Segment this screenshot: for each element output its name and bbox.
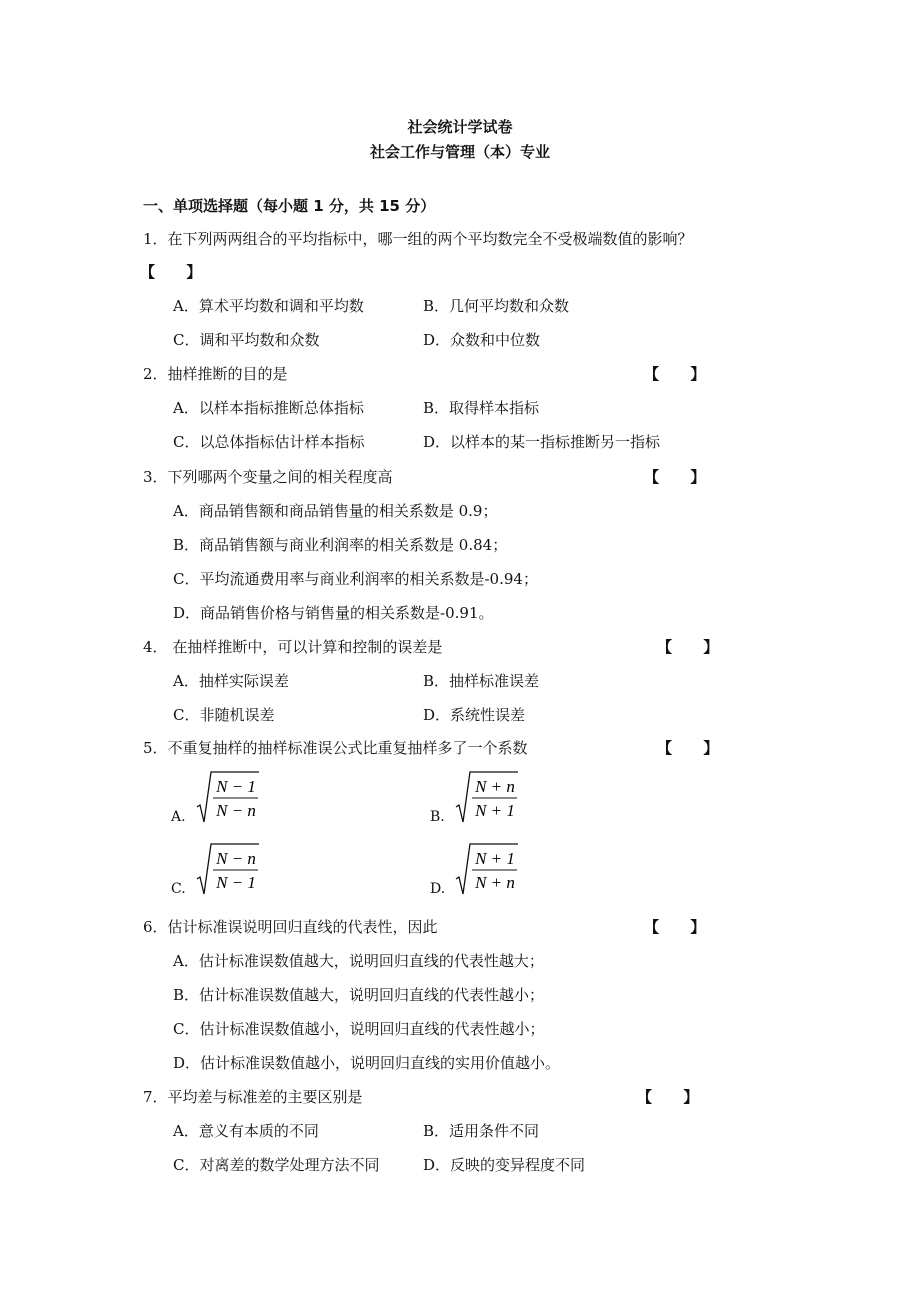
question-number: 3． — [143, 468, 168, 486]
answer-bracket: 【 】 — [657, 739, 719, 757]
option-c: C．平均流通费用率与商业利润率的相关系数是-0.94； — [173, 570, 538, 588]
option-c: C．以总体指标估计样本指标 — [173, 433, 365, 451]
question-number: 7． — [143, 1088, 168, 1106]
option-a: A．算术平均数和调和平均数 — [173, 297, 364, 315]
question-4 — [143, 637, 442, 657]
answer-bracket: 【 】 — [657, 638, 719, 656]
option-d: D．商品销售价格与销售量的相关系数是-0.91。 — [173, 604, 494, 622]
exam-subtitle: 社会工作与管理（本）专业 — [369, 143, 550, 161]
question-1 — [143, 229, 693, 249]
question-2 — [143, 364, 288, 384]
option-b: B．商品销售额与商业利润率的相关系数是 0.84； — [173, 536, 508, 554]
question-number: 5． — [143, 739, 168, 757]
formula-option-b-label: B. — [430, 809, 445, 825]
option-d: D．系统性误差 — [423, 706, 526, 724]
option-d: D．以样本的某一指标推断另一指标 — [423, 433, 661, 451]
fraction-denominator: N + n — [475, 873, 515, 892]
answer-bracket: 【 】 — [637, 1088, 699, 1106]
question-text: 不重复抽样的抽样标准误公式比重复抽样多了一个系数 — [167, 739, 528, 757]
question-number: 1． — [143, 230, 168, 248]
answer-bracket: 【 】 — [140, 263, 202, 281]
option-c: C．对离差的数学处理方法不同 — [173, 1156, 380, 1174]
formula-option-c — [196, 842, 260, 898]
question-text: 在下列两两组合的平均指标中，哪一组的两个平均数完全不受极端数值的影响？ — [167, 230, 693, 248]
fraction-numerator: N + n — [475, 777, 515, 796]
answer-bracket: 【 】 — [644, 365, 706, 383]
option-a: A．以样本指标推断总体指标 — [173, 399, 364, 417]
section-title: 一、单项选择题（每小题 1 分，共 15 分） — [143, 197, 436, 215]
question-text: 在抽样推断中，可以计算和控制的误差是 — [167, 638, 443, 656]
option-b: B．几何平均数和众数 — [423, 297, 570, 315]
fraction-numerator: N − n — [216, 849, 256, 868]
option-b: B．取得样本指标 — [423, 399, 540, 417]
fraction-denominator: N − n — [216, 801, 256, 820]
formula-option-d — [455, 842, 519, 898]
fraction-denominator: N + 1 — [475, 801, 515, 820]
option-b: B．估计标准误数值越大，说明回归直线的代表性越小； — [173, 986, 545, 1004]
option-d: D．众数和中位数 — [423, 331, 541, 349]
question-6 — [143, 917, 438, 937]
question-5 — [143, 738, 528, 758]
question-number: 6． — [143, 918, 168, 936]
question-3 — [143, 467, 393, 487]
option-a: A．抽样实际误差 — [173, 672, 289, 690]
question-7 — [143, 1087, 363, 1107]
option-a: A．意义有本质的不同 — [173, 1122, 319, 1140]
formula-option-a-label: A. — [171, 809, 186, 825]
option-b: B．适用条件不同 — [423, 1122, 540, 1140]
fraction-numerator: N + 1 — [475, 849, 515, 868]
formula-option-a — [196, 770, 260, 826]
option-b: B．抽样标准误差 — [423, 672, 540, 690]
option-c: C．非随机误差 — [173, 706, 275, 724]
option-c: C．估计标准误数值越小，说明回归直线的代表性越小； — [173, 1020, 545, 1038]
option-d: D．估计标准误数值越小，说明回归直线的实用价值越小。 — [173, 1054, 561, 1072]
formula-option-d-label: D. — [430, 881, 446, 897]
fraction-denominator: N − 1 — [216, 873, 256, 892]
question-text: 估计标准误说明回归直线的代表性，因此 — [167, 918, 438, 936]
answer-bracket: 【 】 — [644, 918, 706, 936]
question-number: 4． — [143, 638, 168, 656]
question-number: 2． — [143, 365, 168, 383]
formula-option-b — [455, 770, 519, 826]
formula-option-c-label: C. — [171, 881, 186, 897]
question-text: 下列哪两个变量之间的相关程度高 — [167, 468, 393, 486]
answer-bracket: 【 】 — [644, 468, 706, 486]
exam-title: 社会统计学试卷 — [407, 118, 513, 136]
option-a: A．商品销售额和商品销售量的相关系数是 0.9； — [173, 502, 498, 520]
fraction-numerator: N − 1 — [216, 777, 256, 796]
question-text: 平均差与标准差的主要区别是 — [167, 1088, 363, 1106]
option-c: C．调和平均数和众数 — [173, 331, 320, 349]
option-a: A．估计标准误数值越大，说明回归直线的代表性越大； — [173, 952, 544, 970]
question-text: 抽样推断的目的是 — [167, 365, 288, 383]
option-d: D．反映的变异程度不同 — [423, 1156, 586, 1174]
